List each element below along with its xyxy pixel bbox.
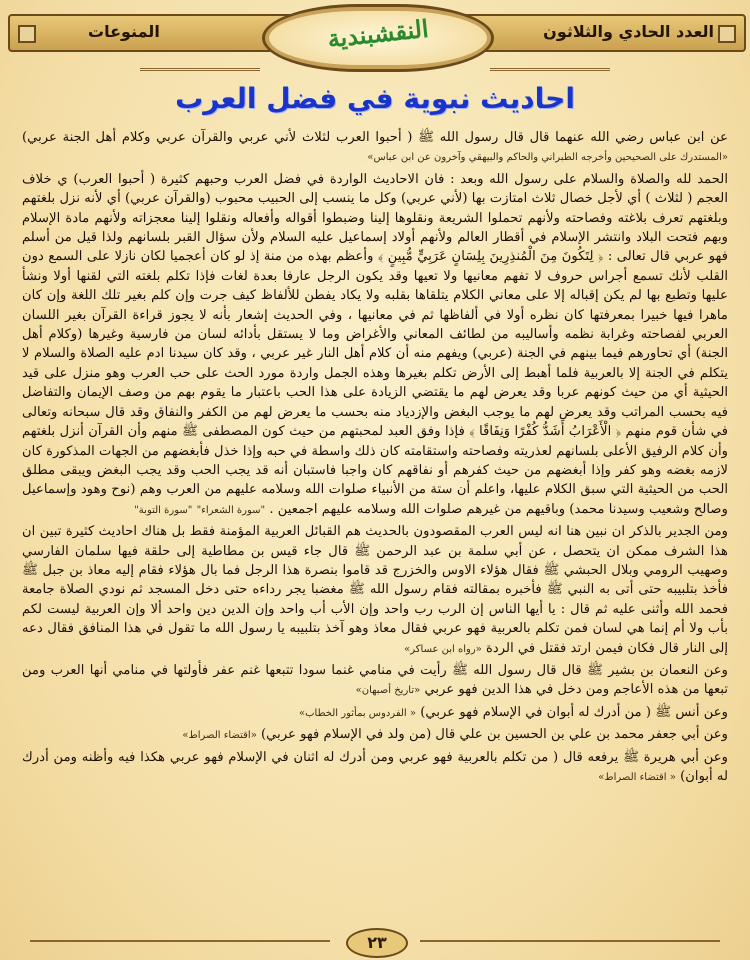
- paragraph: [22, 661, 728, 701]
- paragraph-text: وعن أبي جعفر محمد بن علي بن الحسين بن علي قال (من ولد في الإسلام فهو عربي): [261, 727, 728, 743]
- paragraph-text: عن ابن عباس رضي الله عنهما قال قال رسول الله ﷺ ( أحبوا العرب لثلاث لأني عربي والقرآن عربي وكلام أهل الجنة عربي): [22, 130, 728, 145]
- issue-label: العدد الحادي والثلاثون: [543, 22, 714, 41]
- reference: «المستدرك على الصحيحين وأخرجه الطبراني والحاكم والبيهقي وآخرون عن ابن عباس»: [367, 152, 728, 164]
- header-square-right: [718, 25, 736, 43]
- reference: « اقتضاء الصراط»: [598, 772, 676, 783]
- section-label: المنوعات: [88, 22, 160, 41]
- paragraph-text: وعن أنس ﷺ ( من أدرك له أبوان في الإسلام فهو عربي): [420, 704, 728, 720]
- title-badge: [262, 4, 494, 72]
- paragraph: [22, 522, 728, 659]
- reference: «رواه ابن عساكر»: [404, 643, 482, 655]
- reference: «تاريخ أصبهان»: [355, 685, 421, 697]
- paragraph-text: الحمد لله والصلاة والسلام على رسول الله وبعد : فان الاحاديث الواردة في فضل العرب وحبهم كثيرة ( أحبوا العرب) ي خلاف العجم ( لثلاث ) أي لأجل خصال ثلاث امتازت بها (لأني عربي) وكل ما ينسب إلى الحبيب محبوب (والقرآن عربي) أي لأنه نزل بلغتهم وبلغتهم تعرف بلاغته وفصاحته ولأنهم تحملوا الشريعة ونقلوها إلينا وضبطوا أقواله وأفعاله ونقلوا إلينا معجزاته ولأنهم مادة الإسلام وبهم فتحت البلاد وانتشر الإسلام في أقطار العالم ولأنهم أولاد إسماعيل عليه السلام ولأن سؤال القبر بلسانهم ولذا قيل من أسلم فهو عربي قال تعالى : ﴿ لِتَكُونَ مِنَ الْمُنذِرِينَ بِلِسَانٍ عَرَبِيٍّ مُّبِينٍ ﴾ وأعظم بهذه من منة إذ لو كان أعجميا لكان نازلا على السمع دون القلب لأنك تسمع أجراس حروف لا تفهم معانيها ولا تعيها وقد يكون الرجل عارفا بعدة لغات فإذا تكلم بلغته التي لقنها أولا ونشأ عليها وتطبع بها لم يكن إقباله إلا على معاني الكلام يتلقاها بقلبه ولا يكاد يفطن للألفاظ كيف جرت وإن كلم بغير تلك اللغة وإن كان ماهرا فيها خبيرا بمعرفتها كان نظره أولا في ألفاظها ثم في معانيها ، وفي الحديث إشعار بأنه لا يجوز قراءة القرآن بغير اللسان العربي لفصاحته وغرابة نظمه وأساليبه من لطائف المعاني والأغراض وما لا يستقل بأدائه لسان من فارسية وغيرها (وكلام أهل الجنة) أي تحاورهم فيما بينهم في الجنة (عربي) ويفهم منه أن كلام أهل النار غير عربي ، وقد كان سيدنا ادم عليه الصلاة والسلام لا يتكلم في الجنة إلا بالعربية فلما أهبط إلى الأرض تكلم بغيرها وهذه الجمل واردة مورد الحث على حب العرب وهو منزل على قيد الحيثية أي من حيث كونهم عربا وقد يعرض لهم ما يقتضي الزيادة على هذا الحب باعتبار ما يقوم بهم من وصف الإيمان والتفاضل فيه بحسب المراتب وقد يعرض لهم ما يوجب البغض والإزدياد منه بحسب ما يعرض لهم من الكفر والنفاق وقد قال سبحانه وتعالى في شأن قوم منهم ﴿ الْأَعْرَابُ أَشَدُّ كُفْرًا وَنِفَاقًا ﴾ فإذا وفق العبد لمحبتهم من حيث كون المصطفى ﷺ منهم وأن القرآن أنزل بلغتهم وأن كلام الرفيق الأعلى بلسانهم لعذريته وفصاحته واستقامته كان ذلك واسطة في حبه وإذا خذل فأبغضهم من الجهات المذكورة كان لازمه بغضه وهو كفر وإذا أبغضهم من حيث كفرهم أو نفاقهم كان واجبا فاستبان أنه قد يجب الحب وقد يجب البغض ويبقى مطلق الحب من الحيثية التي سبق الكلام عليها، واعلم أن ستة من الأنبياء صلوات الله وسلامه عليهم من العرب وهم (نوح وهود وإسماعيل وصالح وشعيب وسيدنا محمد) وباقيهم من غيرهم صلوات الله وسلامه عليهم اجمعين .: [22, 171, 728, 517]
- header-ornament-right: [490, 48, 610, 71]
- paragraph: [22, 170, 728, 520]
- paragraph: [22, 748, 728, 788]
- page-number: ٢٣: [346, 928, 408, 958]
- paragraph: [22, 725, 728, 745]
- reference: "سورة الشعراء": [196, 504, 266, 516]
- article-body: [22, 128, 728, 789]
- paragraph: [22, 703, 728, 723]
- reference: «اقتضاء الصراط»: [182, 730, 257, 742]
- badge-text: النقشبندية: [326, 13, 430, 54]
- page-title: احاديث نبوية في فضل العرب: [175, 82, 575, 115]
- paragraph-text: ومن الجدير بالذكر ان نبين هنا انه ليس العرب المقصودون بالحديث هم القبائل العربية المؤمنة فقط بل هناك احاديث كثيرة تبين ان هذا الشرف ممكن ان يتحصل ، عن أبي سلمة بن عبد الرحمن ﷺ قال جاء قيس بن مطاطية إلى حلقة فيها سلمان الفارسي وصهيب الرومي وبلال الحبشي ﷺ فقال هؤلاء الاوس والخزرج قد قاموا بنصرة هذا الرجل فما بال هؤلاء فقام إليه معاذ بن جبل ﷺ فأخذ بتلبيبه حتى أتى به النبي ﷺ فأخبره بمقالته فقام رسول الله ﷺ مغضبا يجر رداءه حتى دخل المسجد ثم نودي الصلاة جامعة فحمد الله وأثنى عليه ثم قال : يا أيها الناس إن الرب رب واحد وإن الأب أب واحد وإن الدين دين واحد ألا وإن العربية ليست لكم بأب ولا أم إنما هي لسان فمن تكلم بالعربية فهو عربي فقال معاذ وهو آخذ بتلبيبه يا رسول الله ما تقول في هذا المنافق فقال دعه إلى النار قال فكان فيمن ارتد فقتل في الردة: [22, 524, 728, 656]
- footer-rule-left: [30, 940, 330, 942]
- footer-rule-right: [420, 940, 720, 942]
- paragraph: [22, 128, 728, 168]
- reference: "سورة التوبة": [134, 504, 193, 516]
- paragraph-text: وعن النعمان بن بشير ﷺ قال قال رسول الله ﷺ رأيت في منامي غنما سودا تتبعها غنم عفر فأولتها في منامي أنها العرب ومن تبعها من هذه الأعاجم ومن دخل في هذا الدين فهو عربي: [22, 662, 728, 698]
- header-square-left: [18, 25, 36, 43]
- reference: « الفردوس بمأثور الخطاب»: [299, 707, 416, 719]
- paragraph-text: وعن أبي هريرة ﷺ يرفعه قال ( من تكلم بالعربية فهو عربي ومن أدرك له اثنان في الإسلام فهو عربي هكذا فيه وأظنه ومن أدرك له أبوان): [22, 749, 728, 784]
- header-ornament-left: [140, 48, 260, 71]
